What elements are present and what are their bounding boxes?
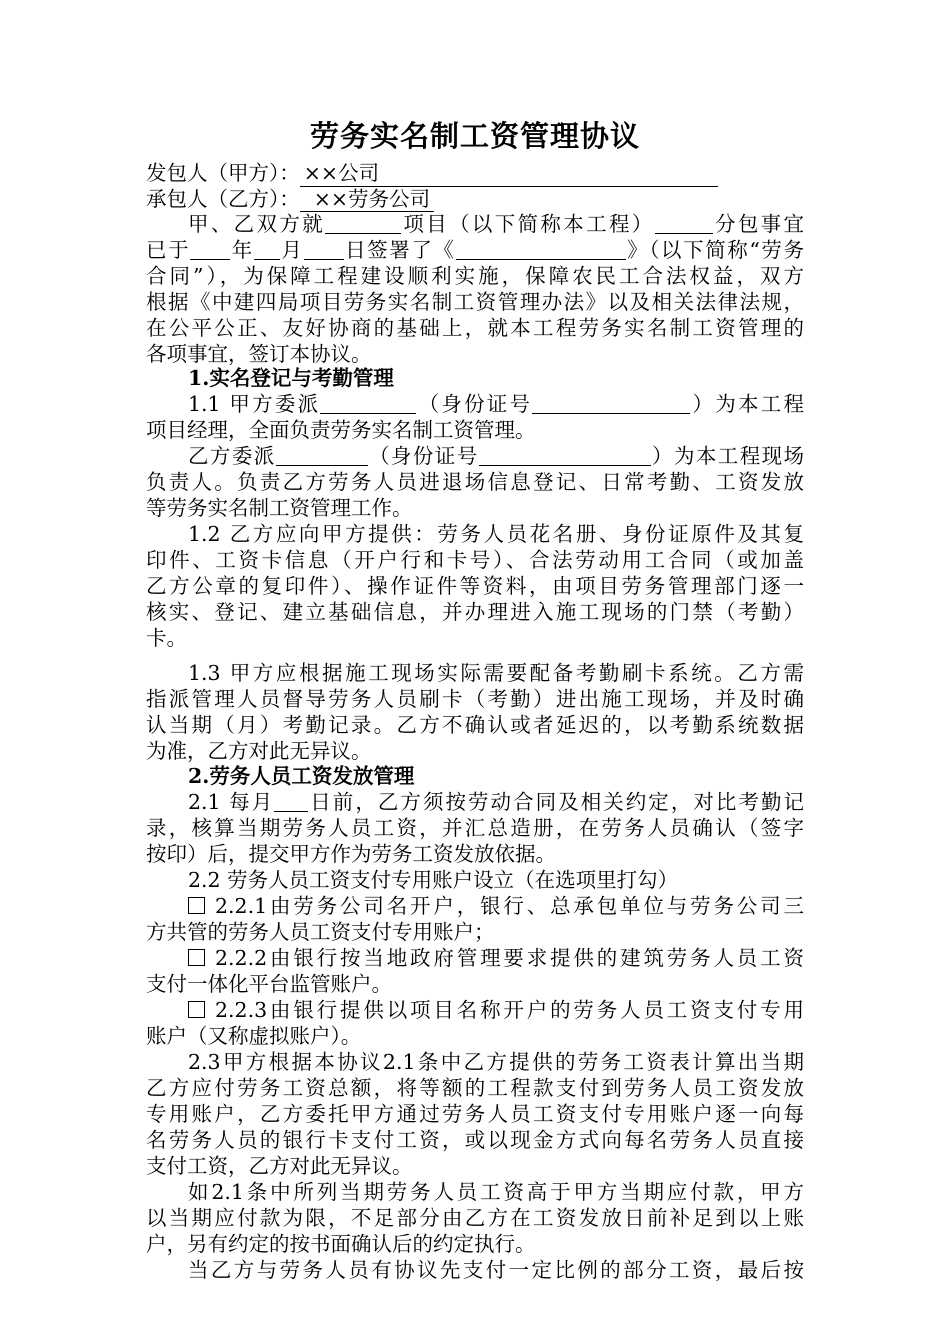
section-2-heading: 2.劳务人员工资发放管理 (188, 764, 415, 788)
clause-text: ）为本工程 (690, 392, 805, 416)
option-text: 2.2.1由劳务公司名开户，银行、总承包单位与劳务公司三 (215, 894, 804, 918)
blank-manager-name (320, 392, 416, 414)
clause-1-1-line-1 (188, 391, 804, 417)
intro-text: 年 (230, 238, 254, 262)
blank-site-lead-name (276, 444, 368, 466)
section-1-heading: 1.实名登记与考勤管理 (188, 366, 394, 390)
intro-line-2 (146, 237, 804, 263)
clause-2-1-line-2: 录，核算当期劳务人员工资，并汇总造册，在劳务人员确认（签字 (146, 816, 804, 840)
clause-text: 日前，乙方须按劳动合同及相关约定，对比考勤记 (308, 790, 805, 814)
clause-2-3-line-3: 专用账户，乙方委托甲方通过劳务人员工资支付专用账户逐一向每 (146, 1102, 804, 1126)
option-2-2-1-line-2: 方共管的劳务人员工资支付专用账户； (146, 920, 495, 944)
party-b-value: ××劳务公司 (300, 187, 434, 212)
clause-2-1-line-3: 按印）后，提交甲方作为劳务工资发放依据。 (146, 842, 556, 866)
party-a-line (146, 160, 718, 187)
blank-year (190, 238, 230, 260)
party-a-label: 发包人（甲方）： (146, 161, 300, 185)
blank-project-name (325, 212, 401, 234)
clause-2-4-line-2: 以当期应付款为限，不足部分由乙方在工资发放日前补足到以上账 (146, 1206, 804, 1230)
clause-2-3-line-4: 名劳务人员的银行卡支付工资，或以现金方式向每名劳务人员直接 (146, 1128, 804, 1152)
blank-pay-day (274, 790, 308, 812)
clause-text: 2.1 每月 (188, 790, 275, 814)
intro-text: 日签署了《 (343, 238, 456, 262)
clause-2-4-line-1: 如2.1条中所列当期劳务人员工资高于甲方当期应付款，甲方 (188, 1180, 804, 1204)
intro-text: 甲、乙双方就 (188, 212, 326, 236)
clause-2-5-line-1: 当乙方与劳务人员有协议先支付一定比例的部分工资，最后按 (188, 1258, 804, 1282)
clause-1-2-line-5: 卡。 (146, 626, 187, 650)
option-2-2-3-checkbox[interactable] (188, 1001, 205, 1018)
option-text: 2.2.3由银行提供以项目名称开户的劳务人员工资支付专用 (215, 998, 804, 1022)
clause-text: （身份证号 (367, 444, 479, 468)
party-b-label: 承包人（乙方）： (146, 187, 300, 211)
clause-1-2-line-4: 核实、登记、建立基础信息，并办理进入施工现场的门禁（考勤） (146, 600, 804, 624)
clause-1-2-line-2: 印件、工资卡信息（开户行和卡号）、合法劳动用工合同（或加盖 (146, 548, 804, 572)
clause-2-3-line-2: 乙方应付劳务工资总额，将等额的工程款支付到劳务人员工资发放 (146, 1076, 804, 1100)
blank-site-lead-id (479, 444, 651, 466)
party-a-value: ××公司 (300, 160, 718, 187)
clause-1-3-line-1: 1.3 甲方应根据施工现场实际需要配备考勤刷卡系统。乙方需 (188, 661, 804, 685)
intro-text: 项目（以下简称本工程） (401, 212, 655, 236)
option-2-2-1-line-1 (188, 893, 804, 919)
option-2-2-1-checkbox[interactable] (188, 897, 205, 914)
clause-text: 1.1 甲方委派 (188, 392, 321, 416)
option-2-2-2-checkbox[interactable] (188, 949, 205, 966)
intro-line-6: 各项事宜，签订本协议。 (146, 342, 372, 366)
clause-2-4-line-3: 户，另有约定的按书面确认后的约定执行。 (146, 1232, 536, 1256)
party-b-line (146, 186, 434, 212)
intro-line-4: 根据《中建四局项目劳务实名制工资管理办法》以及相关法律法规， (146, 290, 804, 314)
option-2-2-3-line-2: 账户（又称虚拟账户）。 (146, 1024, 362, 1048)
clause-1-1-line-2: 项目经理，全面负责劳务实名制工资管理。 (146, 418, 536, 442)
blank-contract-name (456, 238, 626, 260)
clause-1-1-line-4: 负责人。负责乙方劳务人员进退场信息登记、日常考勤、工资发放 (146, 470, 804, 494)
clause-2-3-line-5: 支付工资，乙方对此无异议。 (146, 1154, 413, 1178)
intro-line-1 (188, 211, 804, 237)
option-2-2-2-line-1 (188, 945, 804, 971)
clause-1-1-line-5: 等劳务实名制工资管理工作。 (146, 496, 413, 520)
intro-text: 月 (279, 238, 304, 262)
clause-2-1-line-1 (188, 789, 804, 815)
blank-manager-id (532, 392, 690, 414)
blank-subcontract (655, 212, 713, 234)
clause-text: 乙方委派 (188, 444, 276, 468)
option-2-2-2-line-2: 支付一体化平台监管账户。 (146, 972, 392, 996)
clause-2-3-line-1: 2.3甲方根据本协议2.1条中乙方提供的劳务工资表计算出当期 (188, 1050, 804, 1074)
clause-1-2-line-1: 1.2 乙方应向甲方提供：劳务人员花名册、身份证原件及其复 (188, 522, 804, 546)
option-text: 2.2.2由银行按当地政府管理要求提供的建筑劳务人员工资 (215, 946, 804, 970)
intro-line-3: 合同”），为保障工程建设顺利实施，保障农民工合法权益，双方 (146, 264, 804, 288)
intro-line-5: 在公平公正、友好协商的基础上，就本工程劳务实名制工资管理的 (146, 316, 804, 340)
blank-month (254, 238, 280, 260)
clause-1-2-line-3: 乙方公章的复印件）、操作证件等资料，由项目劳务管理部门逐一 (146, 574, 804, 598)
document-title: 劳务实名制工资管理协议 (309, 119, 640, 153)
clause-1-3-line-3: 认当期（月）考勤记录。乙方不确认或者延迟的，以考勤系统数据 (146, 713, 804, 737)
clause-1-3-line-2: 指派管理人员督导劳务人员刷卡（考勤）进出施工现场，并及时确 (146, 687, 804, 711)
intro-text: 》（以下简称“劳务 (625, 238, 805, 262)
option-2-2-3-line-1 (188, 997, 804, 1023)
clause-1-1-line-3 (188, 443, 804, 469)
clause-text: ）为本工程现场 (650, 444, 805, 468)
clause-text: （身份证号 (416, 392, 533, 416)
blank-day (304, 238, 344, 260)
clause-1-3-line-4: 为准，乙方对此无异议。 (146, 739, 372, 763)
clause-2-2-line-1: 2.2 劳务人员工资支付专用账户设立（在选项里打勾） (188, 868, 679, 892)
intro-text: 已于 (146, 238, 191, 262)
intro-text: 分包事宜 (712, 212, 805, 236)
